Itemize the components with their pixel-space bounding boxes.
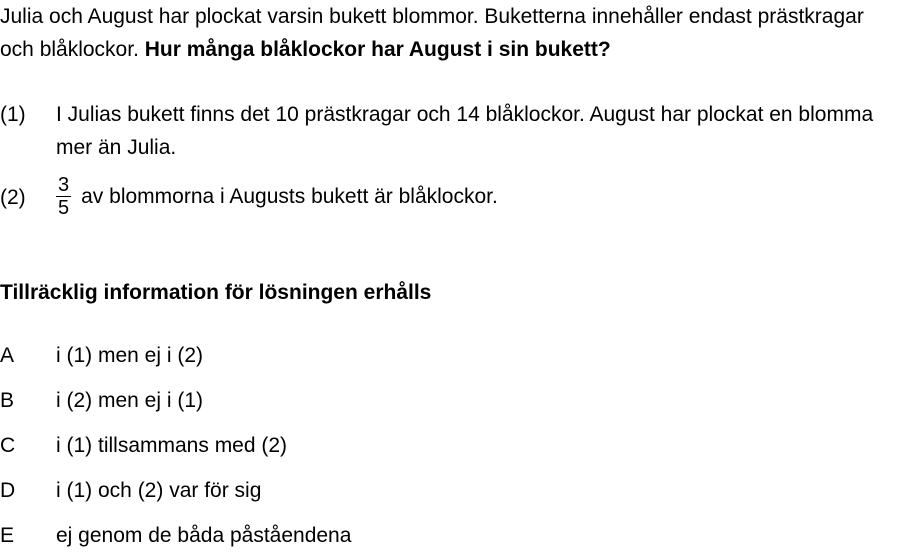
question-intro: Julia och August har plockat varsin bukett blommor. Buketterna innehåller endast prästkragar och blåklockor. — [0, 5, 864, 61]
option-e-letter[interactable]: E — [0, 524, 15, 547]
question-text — [0, 0, 892, 66]
statement-2 — [56, 174, 892, 219]
option-a-text[interactable]: i (1) men ej i (2) — [56, 344, 204, 367]
fraction-denominator: 5 — [58, 197, 70, 219]
statement-1-text: I Julias bukett finns det 10 prästkragar och 14 blåklockor. August har plockat en blomma mer än Julia. — [56, 103, 874, 159]
fraction — [56, 174, 71, 219]
statement-1-number: (1) — [0, 103, 26, 126]
option-d-letter[interactable]: D — [0, 479, 16, 502]
question-main: Hur många blåklockor har August i sin bukett? — [144, 38, 611, 61]
fraction-numerator: 3 — [58, 174, 70, 196]
statement-2-text: av blommorna i Augusts bukett är blåklockor. — [81, 185, 498, 208]
option-e-text[interactable]: ej genom de båda påståendena — [56, 524, 352, 547]
statement-2-number: (2) — [0, 186, 26, 209]
option-c-letter[interactable]: C — [0, 434, 16, 457]
option-b-letter[interactable]: B — [0, 389, 15, 412]
option-b-text[interactable]: i (2) men ej i (1) — [56, 389, 204, 412]
option-a-letter[interactable]: A — [0, 344, 15, 367]
instruction-heading: Tillräcklig information för lösningen erhålls — [0, 281, 432, 304]
option-d-text[interactable]: i (1) och (2) var för sig — [56, 479, 262, 502]
option-c-text[interactable]: i (1) tillsammans med (2) — [56, 434, 288, 457]
